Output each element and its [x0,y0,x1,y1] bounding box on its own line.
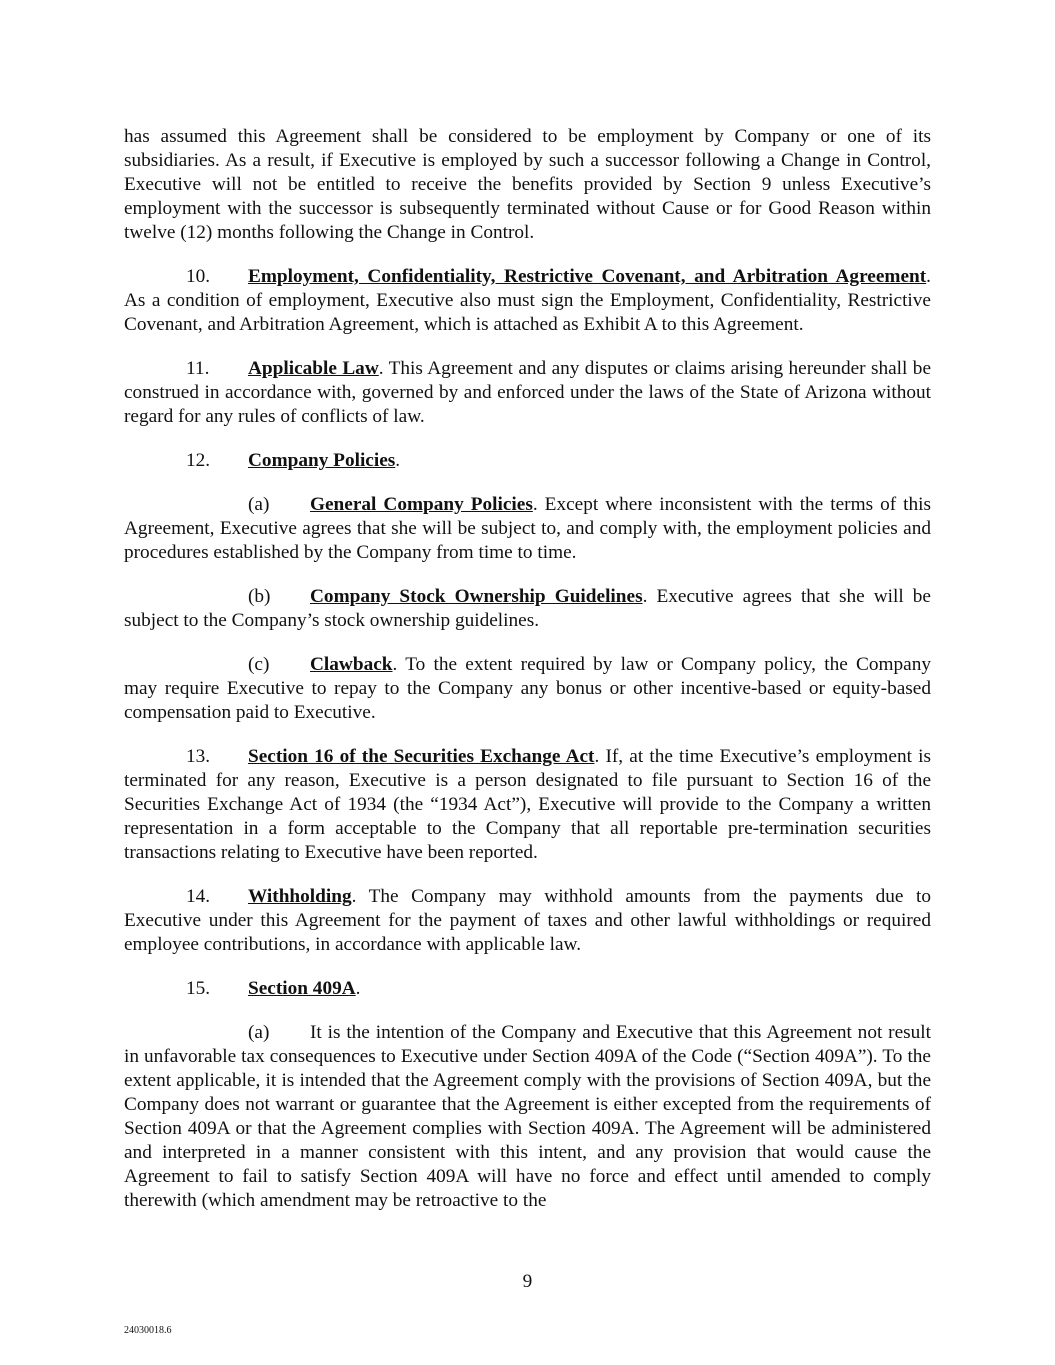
section-12b-label: (b) [248,586,271,607]
section-12 [124,449,931,473]
page-number: 9 [522,1271,533,1292]
section-14-body: . The Company may withhold amounts from the payments due to Executive under this Agreement for the payment of taxes and other lawful withholdings or required employee contributions, in accordance with applicable law. [124,886,931,955]
section-12a-heading: General Company Policies [310,494,533,515]
document-id: 24030018.6 [124,1325,172,1336]
section-12a-label: (a) [248,494,270,515]
document-page [124,125,931,1233]
section-13-number: 13. [186,746,211,767]
section-12c-body: . To the extent required by law or Company policy, the Company may require Executive to repay to the Company any bonus or other incentive-based or equity-based compensation paid to Executive. [124,654,931,723]
section-12-body: . [395,450,401,471]
section-12c-label: (c) [248,654,270,675]
section-12c [124,653,931,725]
section-11-body: . This Agreement and any disputes or claims arising hereunder shall be construed in accordance with, governed by and enforced under the laws of the State of Arizona without regard for any rules of conflicts of law. [124,358,932,427]
section-12-number: 12. [186,450,211,471]
continuation-paragraph: has assumed this Agreement shall be considered to be employment by Company or one of its subsidiaries. As a result, if Executive is employed by such a successor following a Change in Control, Executive will not be entitled to receive the benefits provided by Section 9 unless Executive’s employment with the successor is subsequently terminated without Cause or for Good Reason within twelve (12) months following the Change in Control. [124,126,931,243]
section-10-number: 10. [186,266,211,287]
section-15 [124,977,931,1001]
section-15a-body: It is the intention of the Company and Executive that this Agreement not result in unfavorable tax consequences to Executive under Section 409A of the Code (“Section 409A”). To the extent applicable, it is intended that the Agreement comply with the provisions of Section 409A, but the Company does not warrant or guarantee that the Agreement is either excepted from the requirements of Section 409A or that the Agreement complies with Section 409A. The Agreement will be administered and interpreted in a manner consistent with this intent, and any provision that would cause the Agreement to fail to satisfy Section 409A will have no force and effect until amended to comply therewith (which amendment may be retroactive to the [124,1022,931,1211]
section-15-heading: Section 409A [248,978,356,999]
section-12b-heading: Company Stock Ownership Guidelines [310,586,643,607]
section-11-number: 11. [186,358,210,379]
section-15a-label: (a) [248,1022,270,1043]
section-14 [124,885,931,957]
section-12-heading: Company Policies [248,450,396,471]
section-10-heading: Employment, Confidentiality, Restrictive Covenant, and Arbitration Agreement [248,266,927,287]
section-15a [124,1021,931,1213]
section-13 [124,745,931,865]
section-11 [124,357,931,429]
section-12a-body: . Except where inconsistent with the terms of this Agreement, Executive agrees that she will be subject to, and comply with, the employment policies and procedures established by the Company from time to time. [124,494,931,563]
section-14-number: 14. [186,886,211,907]
section-15-body: . [355,978,361,999]
section-13-heading: Section 16 of the Securities Exchange Act [248,746,595,767]
section-12c-heading: Clawback [310,654,393,675]
section-12a [124,493,931,565]
section-13-body: . If, at the time Executive’s employment is terminated for any reason, Executive is a person designated to file pursuant to Section 16 of the Securities Exchange Act of 1934 (the “1934 Act”), Executive will provide to the Company a written representation in a form acceptable to the Company that all reportable pre-termination securities transactions relating to Executive have been reported. [124,746,931,863]
section-14-heading: Withholding [248,886,352,907]
section-12b [124,585,931,633]
section-10-body: . As a condition of employment, Executive also must sign the Employment, Confidentiality, Restrictive Covenant, and Arbitration Agreement, which is attached as Exhibit A to this Agreement. [124,266,931,335]
section-11-heading: Applicable Law [248,358,379,379]
section-10 [124,265,931,337]
section-15-number: 15. [186,978,211,999]
section-12b-body: . Executive agrees that she will be subject to the Company’s stock ownership guidelines. [124,586,931,631]
